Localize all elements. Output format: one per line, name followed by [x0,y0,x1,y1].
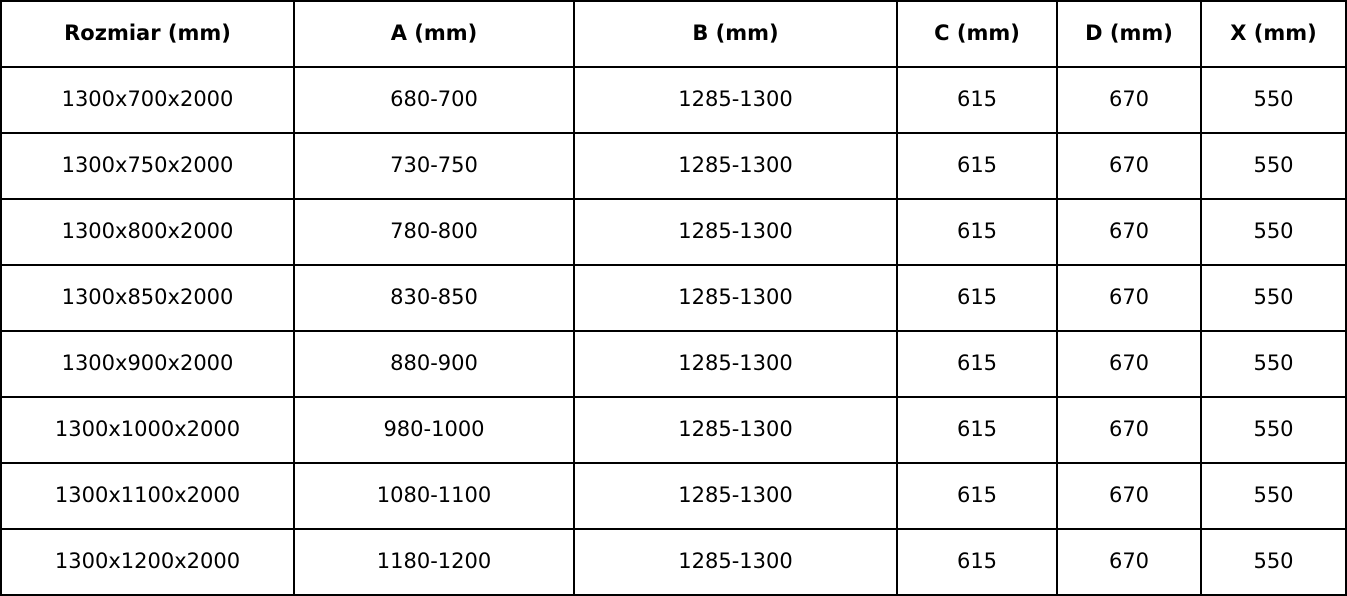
cell-d: 670 [1057,199,1201,265]
table-row [1,133,1346,199]
column-header-a: A (mm) [294,1,574,67]
cell-c: 615 [897,265,1057,331]
cell-b: 1285-1300 [574,199,897,265]
cell-c: 615 [897,529,1057,595]
cell-d: 670 [1057,331,1201,397]
cell-a: 830-850 [294,265,574,331]
cell-rozmiar: 1300x700x2000 [1,67,294,133]
cell-d: 670 [1057,463,1201,529]
column-header-d: D (mm) [1057,1,1201,67]
cell-x: 550 [1201,529,1346,595]
cell-b: 1285-1300 [574,529,897,595]
cell-x: 550 [1201,331,1346,397]
cell-rozmiar: 1300x1100x2000 [1,463,294,529]
table-row [1,265,1346,331]
cell-a: 780-800 [294,199,574,265]
cell-d: 670 [1057,397,1201,463]
cell-c: 615 [897,463,1057,529]
cell-x: 550 [1201,265,1346,331]
cell-c: 615 [897,397,1057,463]
column-header-b: B (mm) [574,1,897,67]
cell-x: 550 [1201,199,1346,265]
cell-a: 1080-1100 [294,463,574,529]
table-row [1,529,1346,595]
cell-d: 670 [1057,133,1201,199]
cell-b: 1285-1300 [574,331,897,397]
cell-d: 670 [1057,67,1201,133]
cell-rozmiar: 1300x900x2000 [1,331,294,397]
cell-x: 550 [1201,67,1346,133]
column-header-c: C (mm) [897,1,1057,67]
cell-b: 1285-1300 [574,265,897,331]
table-header-row [1,1,1346,67]
cell-a: 680-700 [294,67,574,133]
cell-x: 550 [1201,397,1346,463]
cell-c: 615 [897,67,1057,133]
cell-b: 1285-1300 [574,133,897,199]
cell-c: 615 [897,133,1057,199]
table-row [1,331,1346,397]
column-header-rozmiar: Rozmiar (mm) [1,1,294,67]
column-header-x: X (mm) [1201,1,1346,67]
cell-d: 670 [1057,265,1201,331]
cell-c: 615 [897,331,1057,397]
cell-rozmiar: 1300x850x2000 [1,265,294,331]
cell-rozmiar: 1300x750x2000 [1,133,294,199]
cell-c: 615 [897,199,1057,265]
cell-a: 1180-1200 [294,529,574,595]
cell-a: 880-900 [294,331,574,397]
table-row [1,397,1346,463]
table-row [1,67,1346,133]
cell-x: 550 [1201,463,1346,529]
cell-rozmiar: 1300x1200x2000 [1,529,294,595]
cell-d: 670 [1057,529,1201,595]
cell-rozmiar: 1300x1000x2000 [1,397,294,463]
table-row [1,199,1346,265]
cell-b: 1285-1300 [574,463,897,529]
cell-x: 550 [1201,133,1346,199]
table-body [1,67,1346,595]
cell-b: 1285-1300 [574,67,897,133]
cell-a: 730-750 [294,133,574,199]
cell-a: 980-1000 [294,397,574,463]
cell-rozmiar: 1300x800x2000 [1,199,294,265]
table-header [1,1,1346,67]
table-row [1,463,1346,529]
cell-b: 1285-1300 [574,397,897,463]
